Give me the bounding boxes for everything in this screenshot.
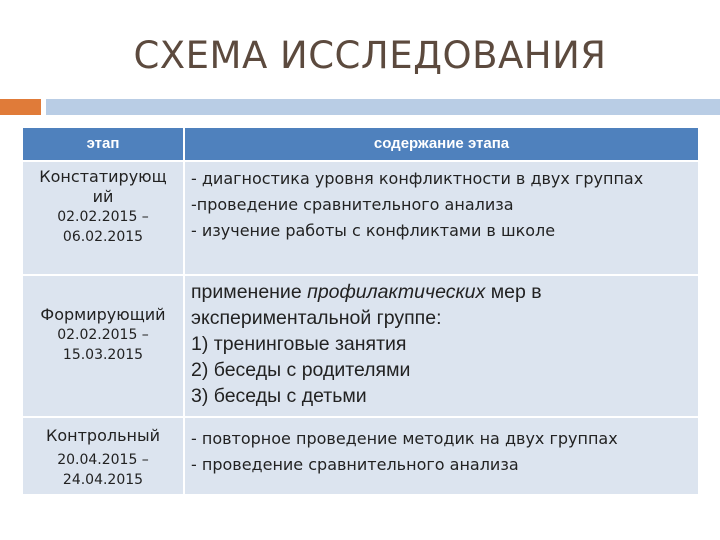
stage-date-end: 15.03.2015: [62, 347, 144, 363]
stage-date-start: 02.02.2015 –: [57, 209, 149, 225]
stage-cell-3: [23, 418, 183, 494]
content-line: - проведение сравнительного анализа: [191, 455, 519, 474]
research-scheme-table: [23, 128, 698, 494]
stage-cell-2: [23, 276, 183, 416]
stage-name: ий: [92, 187, 114, 206]
content-line: 1) тренинговые занятия: [191, 333, 407, 355]
stage-name: Констатирующ: [39, 167, 167, 186]
stage-date-end: 06.02.2015: [62, 229, 144, 245]
content-line: экспериментальной группе:: [191, 307, 442, 329]
content-cell-3: [185, 418, 698, 494]
accent-bar-orange: [0, 99, 41, 115]
stage-cell-1: [23, 162, 183, 274]
content-line: -проведение сравнительного анализа: [191, 195, 514, 214]
content-line: применение профилактических мер в: [191, 281, 542, 303]
stage-date-start: 20.04.2015 –: [57, 452, 149, 468]
stage-name: Формирующий: [40, 305, 166, 324]
stage-date-start: 02.02.2015 –: [57, 327, 149, 343]
header-content: содержание этапа: [185, 128, 698, 160]
stage-date-end: 24.04.2015: [62, 472, 144, 488]
content-line: 3) беседы с детьми: [191, 385, 367, 407]
content-line: - диагностика уровня конфликтности в двух группах: [191, 169, 644, 188]
content-line: 2) беседы с родителями: [191, 359, 411, 381]
content-emphasis: профилактических: [307, 281, 486, 303]
content-cell-1: [185, 162, 698, 274]
stage-name: Контрольный: [45, 426, 161, 445]
slide-title: СХЕМА ИССЛЕДОВАНИЯ: [133, 34, 607, 77]
content-cell-2: [185, 276, 698, 416]
header-stage: этап: [23, 128, 183, 160]
accent-bar-blue: [46, 99, 720, 115]
content-line: - повторное проведение методик на двух группах: [191, 429, 618, 448]
content-line: - изучение работы с конфликтами в школе: [191, 221, 556, 240]
